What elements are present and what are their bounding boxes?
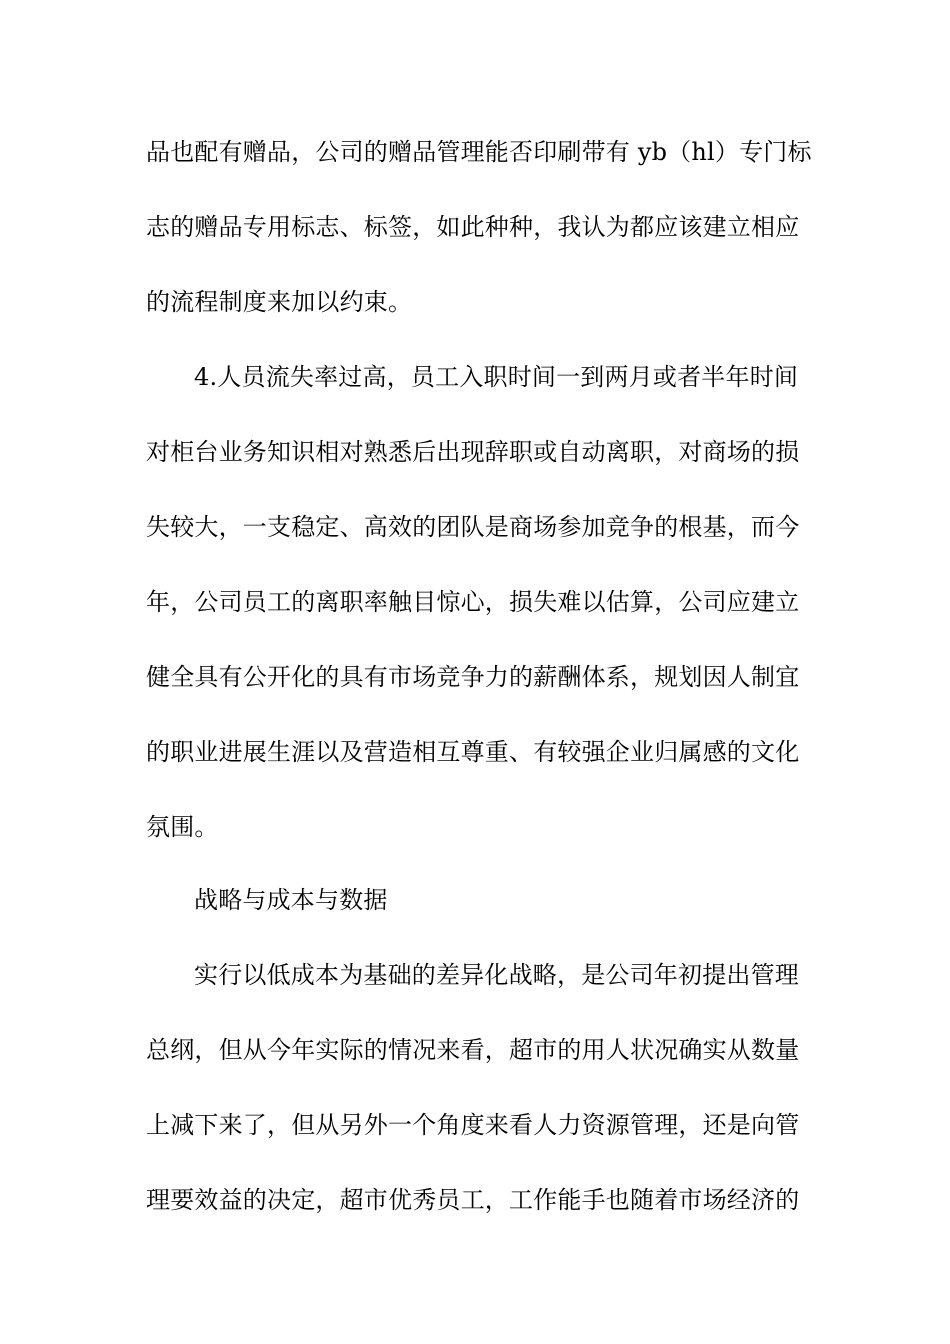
paragraph-start-line: 4.人员流失率过高，员工入职时间一到两月或者半年时间: [194, 363, 799, 391]
text-line: 对柜台业务知识相对熟悉后出现辞职或自动离职，对商场的损: [146, 438, 800, 466]
text-line: 的职业进展生涯以及营造相互尊重、有较强企业归属感的文化: [146, 738, 800, 766]
paragraph-start-line: 实行以低成本为基础的差异化战略，是公司年初提出管理: [194, 961, 799, 989]
text-line: 上减下来了，但从另外一个角度来看人力资源管理，还是向管: [146, 1111, 800, 1139]
text-line: 健全具有公开化的具有市场竞争力的薪酬体系，规划因人制宜: [146, 663, 800, 691]
text-line: 总纲，但从今年实际的情况来看，超市的用人状况确实从数量: [146, 1036, 800, 1064]
text-line: 的流程制度来加以约束。: [146, 288, 413, 316]
text-line: 理要效益的决定，超市优秀员工，工作能手也随着市场经济的: [146, 1186, 800, 1214]
text-line: 年，公司员工的离职率触目惊心，损失难以估算，公司应建立: [146, 588, 800, 616]
text-line: 志的赠品专用标志、标签，如此种种，我认为都应该建立相应: [146, 213, 800, 241]
text-line: 失较大，一支稳定、高效的团队是商场参加竞争的根基，而今: [146, 513, 800, 541]
text-line: 氛围。: [146, 813, 219, 841]
text-line: 品也配有赠品，公司的赠品管理能否印刷带有 yb（hl）专门标: [146, 138, 812, 166]
section-heading: 战略与成本与数据: [194, 886, 388, 914]
